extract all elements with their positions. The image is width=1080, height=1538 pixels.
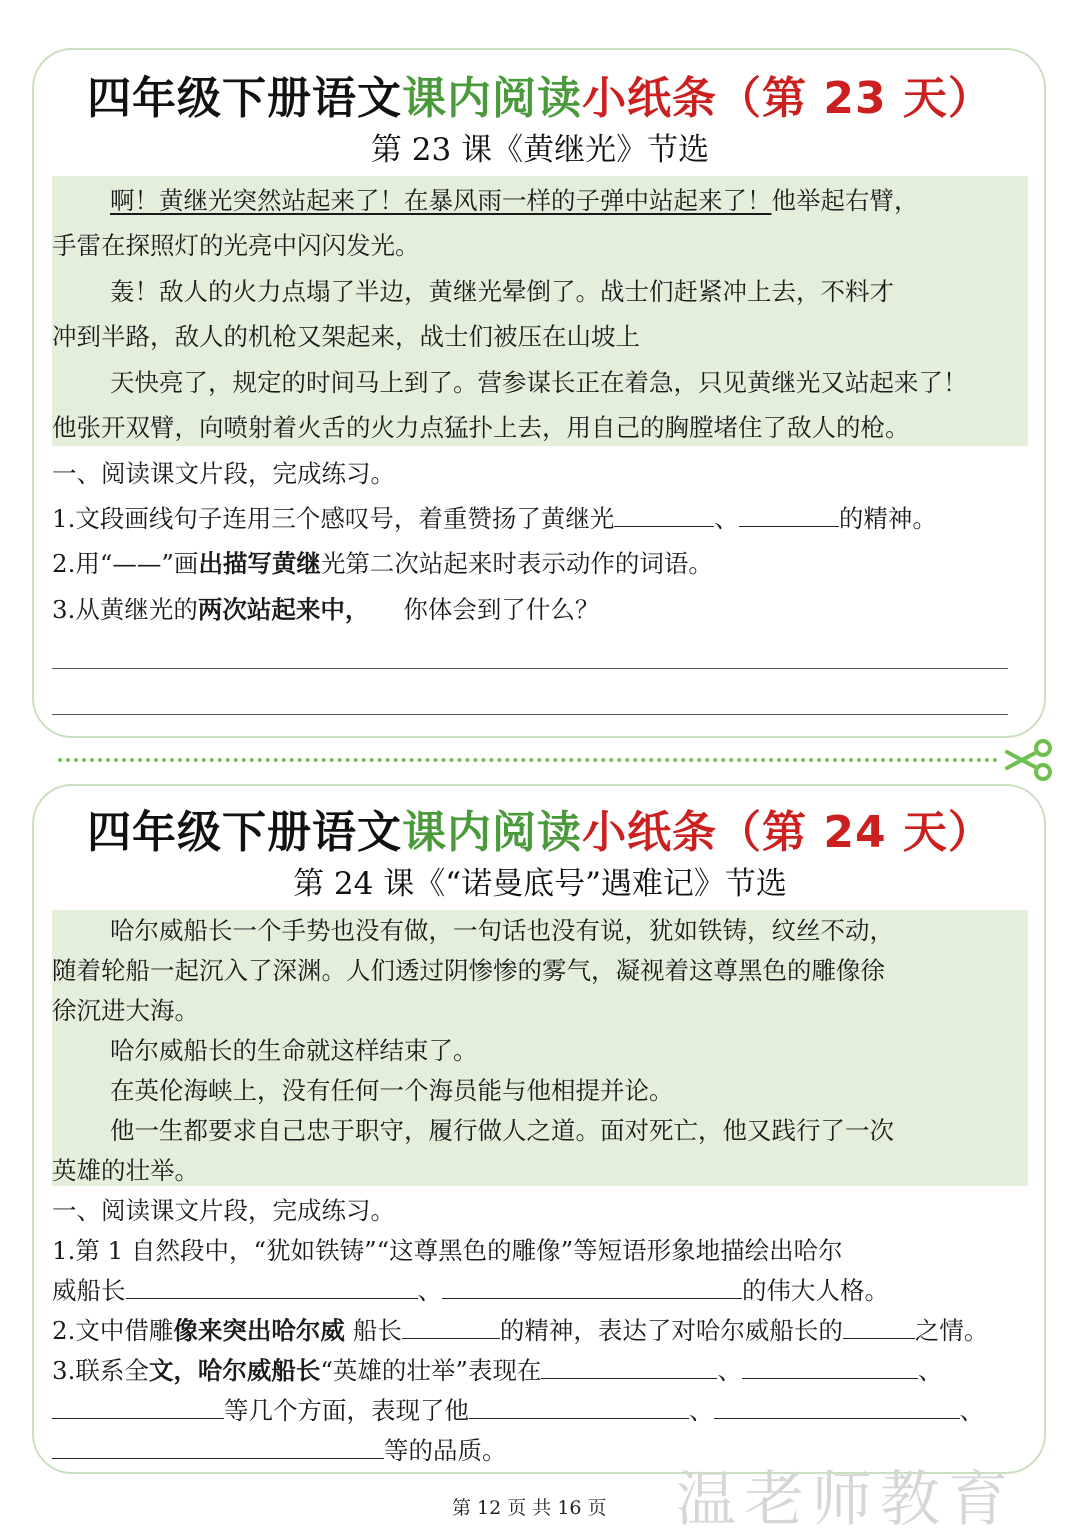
underlined-sentence: 啊！黄继光突然站起来了！在暴风雨一样的子弹中站起来了！ <box>110 186 772 215</box>
card2-question-3-end: 等的品质。 <box>52 1436 1032 1466</box>
page-number: 第 12 页 共 16 页 <box>452 1497 607 1519</box>
answer-blank[interactable] <box>614 504 714 527</box>
scissors-icon <box>1003 738 1055 786</box>
card2-passage-line: 徐沉进大海。 <box>52 996 199 1025</box>
card1-passage-line: 轰！敌人的火力点塌了半边，黄继光晕倒了。战士们赶紧冲上去，不料才 <box>110 277 894 306</box>
answer-blank[interactable] <box>126 1276 418 1299</box>
card2-passage-line: 英雄的壮举。 <box>52 1156 199 1185</box>
answer-blank[interactable] <box>742 1356 918 1379</box>
card1-passage <box>52 176 1028 446</box>
answer-blank[interactable] <box>442 1276 742 1299</box>
card2-passage-line: 随着轮船一起沉入了深渊。人们透过阴惨惨的雾气，凝视着这尊黑色的雕像徐 <box>52 956 885 985</box>
card1-passage-line: 他张开双臂，向喷射着火舌的火力点猛扑上去，用自己的胸膛堵住了敌人的枪。 <box>52 413 910 442</box>
card1-passage-line: 天快亮了，规定的时间马上到了。营参谋长正在着急，只见黄继光又站起来了！ <box>110 368 968 397</box>
card1-title: 四年级下册语文课内阅读小纸条（第 23 天） <box>87 73 993 124</box>
answer-blank[interactable] <box>402 1316 500 1339</box>
card1-subtitle: 第 23 课《黄继光》节选 <box>370 132 710 168</box>
card2-section-heading: 一、阅读课文片段，完成练习。 <box>52 1196 395 1225</box>
card1-passage-line: 啊！黄继光突然站起来了！在暴风雨一样的子弹中站起来了！他举起右臂， <box>110 186 919 215</box>
answer-blank[interactable] <box>714 1396 960 1419</box>
card2-passage-line: 在英伦海峡上，没有任何一个海员能与他相提并论。 <box>110 1076 674 1105</box>
card1-section-heading: 一、阅读课文片段，完成练习。 <box>52 459 395 488</box>
card1-question-3: 3.从黄继光的两次站起来中， 你体会到了什么？ <box>52 595 600 624</box>
answer-blank[interactable] <box>739 504 839 527</box>
card1-passage-line: 冲到半路，敌人的机枪又架起来，战士们被压在山坡上 <box>52 322 640 351</box>
watermark-text: 温老师教育 <box>676 1465 1016 1535</box>
answer-line[interactable] <box>52 714 1008 715</box>
card2-question-3-cont: 等几个方面，表现了他 、 、 <box>52 1396 1032 1426</box>
answer-blank[interactable] <box>541 1356 717 1379</box>
cut-dotted-line <box>58 758 998 762</box>
card2-passage-line: 哈尔威船长一个手势也没有做，一句话也没有说，犹如铁铸，纹丝不动， <box>110 916 894 945</box>
card2-question-1: 1.第 1 自然段中，“犹如铁铸”“这尊黑色的雕像”等短语形象地描绘出哈尔 <box>52 1236 843 1265</box>
answer-blank[interactable] <box>52 1396 224 1419</box>
card2-title: 四年级下册语文课内阅读小纸条（第 24 天） <box>87 807 993 858</box>
answer-blank[interactable] <box>843 1316 915 1339</box>
card2-question-1-cont: 威船长 、 的伟大人格。 <box>52 1276 889 1305</box>
answer-blank[interactable] <box>52 1436 384 1459</box>
card1-question-2: 2.用“——”画出描写黄继光第二次站起来时表示动作的词语。 <box>52 549 713 578</box>
card2-passage-line: 他一生都要求自己忠于职守，履行做人之道。面对死亡，他又践行了一次 <box>110 1116 894 1145</box>
card2-question-3: 3.联系全文，哈尔威船长“英雄的壮举”表现在 、 、 <box>52 1356 943 1385</box>
card2-passage-line: 哈尔威船长的生命就这样结束了。 <box>110 1036 478 1065</box>
card1-question-1: 1.文段画线句子连用三个感叹号，着重赞扬了黄继光 、 的精神。 <box>52 504 937 533</box>
answer-line[interactable] <box>52 668 1008 669</box>
card1-passage-line: 手雷在探照灯的光亮中闪闪发光。 <box>52 231 420 260</box>
card2-subtitle: 第 24 课《“诺曼底号”遇难记》节选 <box>293 866 787 902</box>
card2-question-2: 2.文中借雕像来突出哈尔威 船长 的精神，表达了对哈尔威船长的 之情。 <box>52 1316 989 1345</box>
answer-blank[interactable] <box>469 1396 689 1419</box>
